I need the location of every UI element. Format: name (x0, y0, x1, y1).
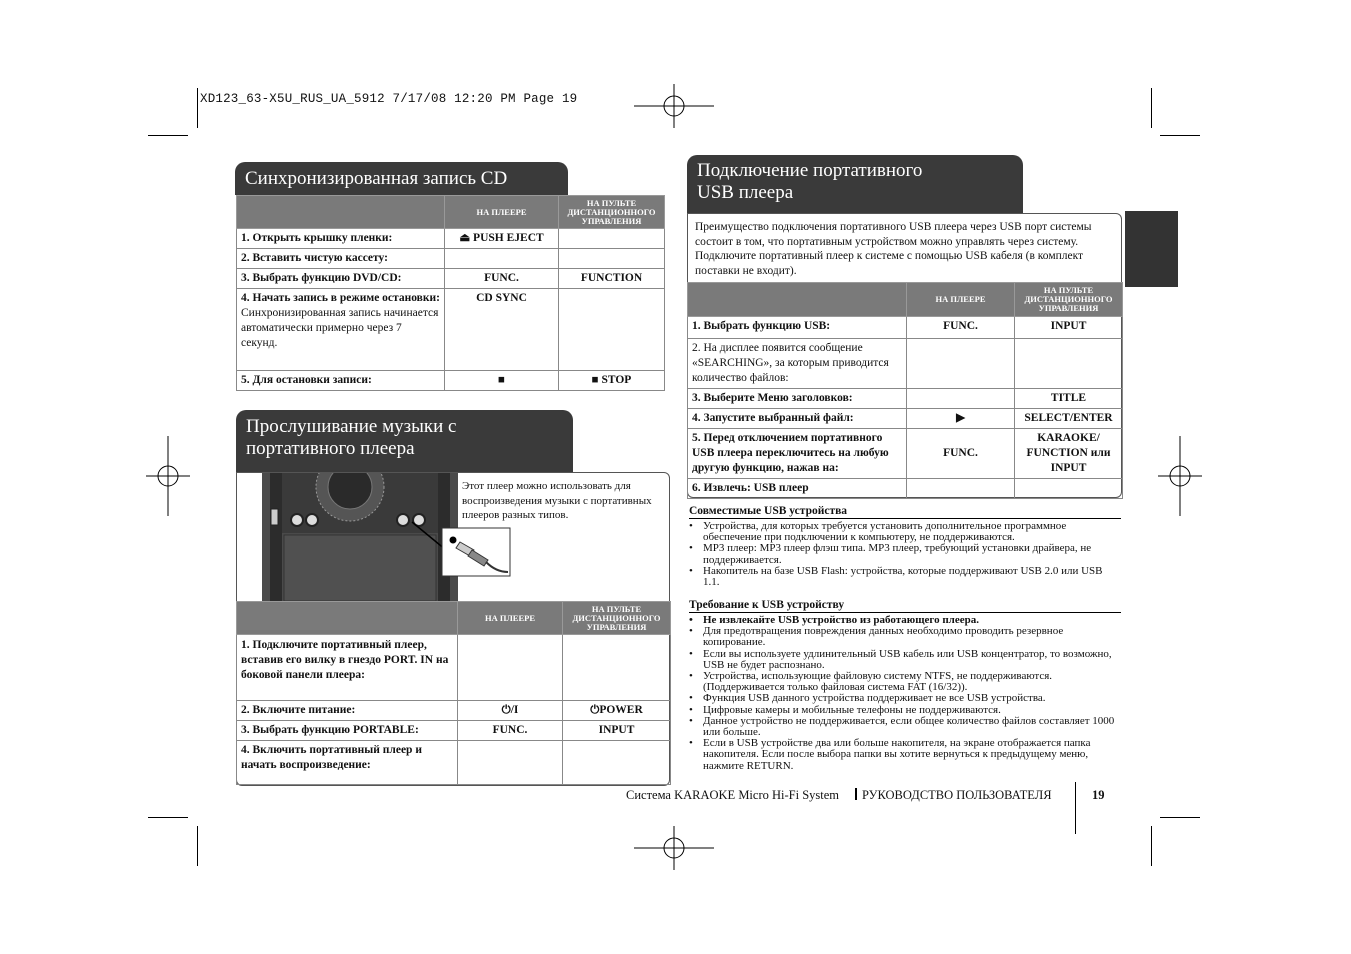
step-label: 2. На дисплее появится сообщение «SEARCHING», за которым приводится количество файлов: (688, 339, 907, 389)
table-row (688, 429, 1123, 479)
step-label: 5. Для остановки записи: (237, 371, 445, 391)
list-item: • Цифровые камеры и мобильные телефоны не поддерживаются. (689, 705, 1121, 716)
sync-head-player: НА ПЛЕЕРЕ (445, 196, 559, 229)
registration-mark-left (146, 436, 190, 516)
registration-mark-top (634, 84, 714, 128)
list-item: • Функция USB данного устройства поддерживает не все USB устройства. (689, 693, 1121, 704)
table-row (237, 741, 671, 785)
registration-mark-bottom (634, 826, 714, 870)
player-key: FUNC. (445, 269, 559, 289)
player-key (458, 741, 563, 785)
table-row (688, 479, 1123, 499)
print-slug: XD123_63-X5U_RUS_UA_5912 7/17/08 12:20 PM Page 19 (200, 92, 578, 106)
step-label: 4. Начать запись в режиме остановки: (241, 292, 440, 304)
sync-section-title (235, 162, 568, 195)
footer-system-name: Система KARAOKE Micro Hi-Fi System (626, 788, 840, 802)
requirements-heading: Требование к USB устройству (689, 599, 1121, 613)
list-item: • Если вы используете удлинительный USB кабель или USB концентратор, то возможно, USB не будет распознано. (689, 649, 1121, 671)
remote-key: ■ STOP (559, 371, 665, 391)
portable-section-title (236, 410, 573, 472)
portable-head-player: НА ПЛЕЕРЕ (458, 602, 563, 635)
portable-intro: Этот плеер можно использовать для воспроизведения музыки с портативных плееров разных типов. (462, 480, 652, 521)
step-label: 3. Выбрать функцию DVD/CD: (237, 269, 445, 289)
player-key: ▶ (907, 409, 1015, 429)
usb-head-blank (688, 283, 907, 317)
player-key: ■ (445, 371, 559, 391)
list-item: • Накопитель на базе USB Flash: устройства, которые поддерживают USB 2.0 или USB 1.1. (689, 566, 1121, 588)
sync-head-remote: НА ПУЛЬТЕ ДИСТАНЦИОННОГО УПРАВЛЕНИЯ (559, 196, 665, 229)
step-label: 2. Включите питание: (237, 701, 458, 721)
step-label: 6. Извлечь: USB плеер (688, 479, 907, 499)
player-key: CD SYNC (445, 289, 559, 371)
list-item: • Если в USB устройстве два или больше накопителя, на экране отображается папка накопителя. Если после выбора папки вы хотите вернуться к предыдущему меню, нажмите RETURN. (689, 738, 1121, 772)
footer-separator (855, 788, 857, 800)
table-row (237, 289, 665, 371)
footer-manual-name: РУКОВОДСТВО ПОЛЬЗОВАТЕЛЯ (862, 788, 1052, 802)
remote-key: FUNCTION (559, 269, 665, 289)
table-row (688, 339, 1123, 389)
remote-key (563, 635, 671, 701)
player-key (907, 389, 1015, 409)
portable-steps-table (236, 601, 671, 785)
table-row (688, 317, 1123, 339)
list-item: • Данное устройство не поддерживается, если общее количество файлов составляет 1000 или больше. (689, 716, 1121, 738)
compat-list (689, 521, 1121, 588)
step-cell (237, 289, 445, 371)
portable-title-line1: Прослушивание музыки с (246, 416, 457, 437)
player-key (458, 635, 563, 701)
remote-key: INPUT (563, 721, 671, 741)
remote-key (559, 229, 665, 249)
remote-key: SELECT/ENTER (1015, 409, 1123, 429)
usb-head-player: НА ПЛЕЕРЕ (907, 283, 1015, 317)
list-item: • Устройства, использующие файловую систему NTFS, не поддерживаются. (Поддерживается только файловая система FAT (16/32)). (689, 671, 1121, 693)
section-side-tab (1125, 211, 1178, 287)
step-label: 3. Выбрать функцию PORTABLE: (237, 721, 458, 741)
table-row (688, 409, 1123, 429)
step-label: 1. Подключите портативный плеер, вставив его вилку в гнездо PORT. IN на боковой панели плеера: (237, 635, 458, 701)
step-label: 4. Включить портативный плеер и начать воспроизведение: (237, 741, 458, 785)
usb-title-line1: Подключение портативного (697, 160, 923, 181)
player-key (907, 339, 1015, 389)
usb-head-remote: НА ПУЛЬТЕ ДИСТАНЦИОННОГО УПРАВЛЕНИЯ (1015, 283, 1123, 317)
sync-title-text: Синхронизированная запись CD (245, 168, 508, 189)
sync-head-blank (237, 196, 445, 229)
list-item: • MP3 плеер: MP3 плеер флэш типа. MP3 плеер, требующий установки драйвера, не поддерживается. (689, 543, 1121, 565)
remote-key: TITLE (1015, 389, 1123, 409)
step-note: Синхронизированная запись начинается автоматически примерно через 7 секунд. (241, 307, 439, 349)
usb-intro: Преимущество подключения портативного USB плеера через USB порт системы состоит в том, что портативным устройством можно управлять через систему. Подключите портативный плеер к системе с помощью USB кабеля (в комплект поставки не входит). (695, 221, 1092, 277)
usb-section-title (687, 155, 1023, 213)
step-label: 1. Открыть крышку пленки: (237, 229, 445, 249)
page-number: 19 (1092, 788, 1105, 802)
requirements-list (689, 615, 1121, 772)
portable-title-line2: портативного плеера (246, 438, 415, 459)
step-label: 1. Выбрать функцию USB: (688, 317, 907, 339)
remote-key (559, 289, 665, 371)
registration-mark-right (1158, 436, 1202, 516)
player-key: ⏻/I (458, 701, 563, 721)
list-item: • Для предотвращения повреждения данных необходимо проводить резервное копирование. (689, 626, 1121, 648)
table-row (237, 701, 671, 721)
table-row (237, 635, 671, 701)
table-row (237, 371, 665, 391)
usb-steps-table (687, 282, 1123, 499)
player-key: FUNC. (907, 429, 1015, 479)
remote-key: INPUT (1015, 317, 1123, 339)
step-label: 2. Вставить чистую кассету: (237, 249, 445, 269)
remote-key: KARAOKE/ FUNCTION или INPUT (1015, 429, 1123, 479)
table-row (688, 389, 1123, 409)
portable-head-remote: НА ПУЛЬТЕ ДИСТАНЦИОННОГО УПРАВЛЕНИЯ (563, 602, 671, 635)
remote-key (563, 741, 671, 785)
player-key (907, 479, 1015, 499)
footer-page-rule (1075, 782, 1076, 834)
table-row (237, 249, 665, 269)
remote-key (1015, 339, 1123, 389)
step-label: 4. Запустите выбранный файл: (688, 409, 907, 429)
remote-key: ⏻POWER (563, 701, 671, 721)
usb-title-line2: USB плеера (697, 182, 794, 203)
portable-jack-icon (410, 520, 512, 580)
remote-key (559, 249, 665, 269)
table-row (237, 269, 665, 289)
portable-head-blank (237, 602, 458, 635)
compat-heading: Совместимые USB устройства (689, 505, 1121, 519)
player-key: FUNC. (907, 317, 1015, 339)
sync-steps-table (236, 195, 665, 391)
table-row (237, 229, 665, 249)
step-label: 3. Выберите Меню заголовков: (688, 389, 907, 409)
player-key: FUNC. (458, 721, 563, 741)
list-item: • Устройства, для которых требуется установить дополнительное программное обеспечение при подключении к компьютеру, не поддерживаются. (689, 521, 1121, 543)
player-key (445, 249, 559, 269)
remote-key (1015, 479, 1123, 499)
player-key: ⏏ PUSH EJECT (445, 229, 559, 249)
list-item: • Не извлекайте USB устройство из работающего плеера. (689, 615, 1121, 626)
step-label: 5. Перед отключением портативного USB плеера переключитесь на любую другую функцию, нажав на: (688, 429, 907, 479)
table-row (237, 721, 671, 741)
